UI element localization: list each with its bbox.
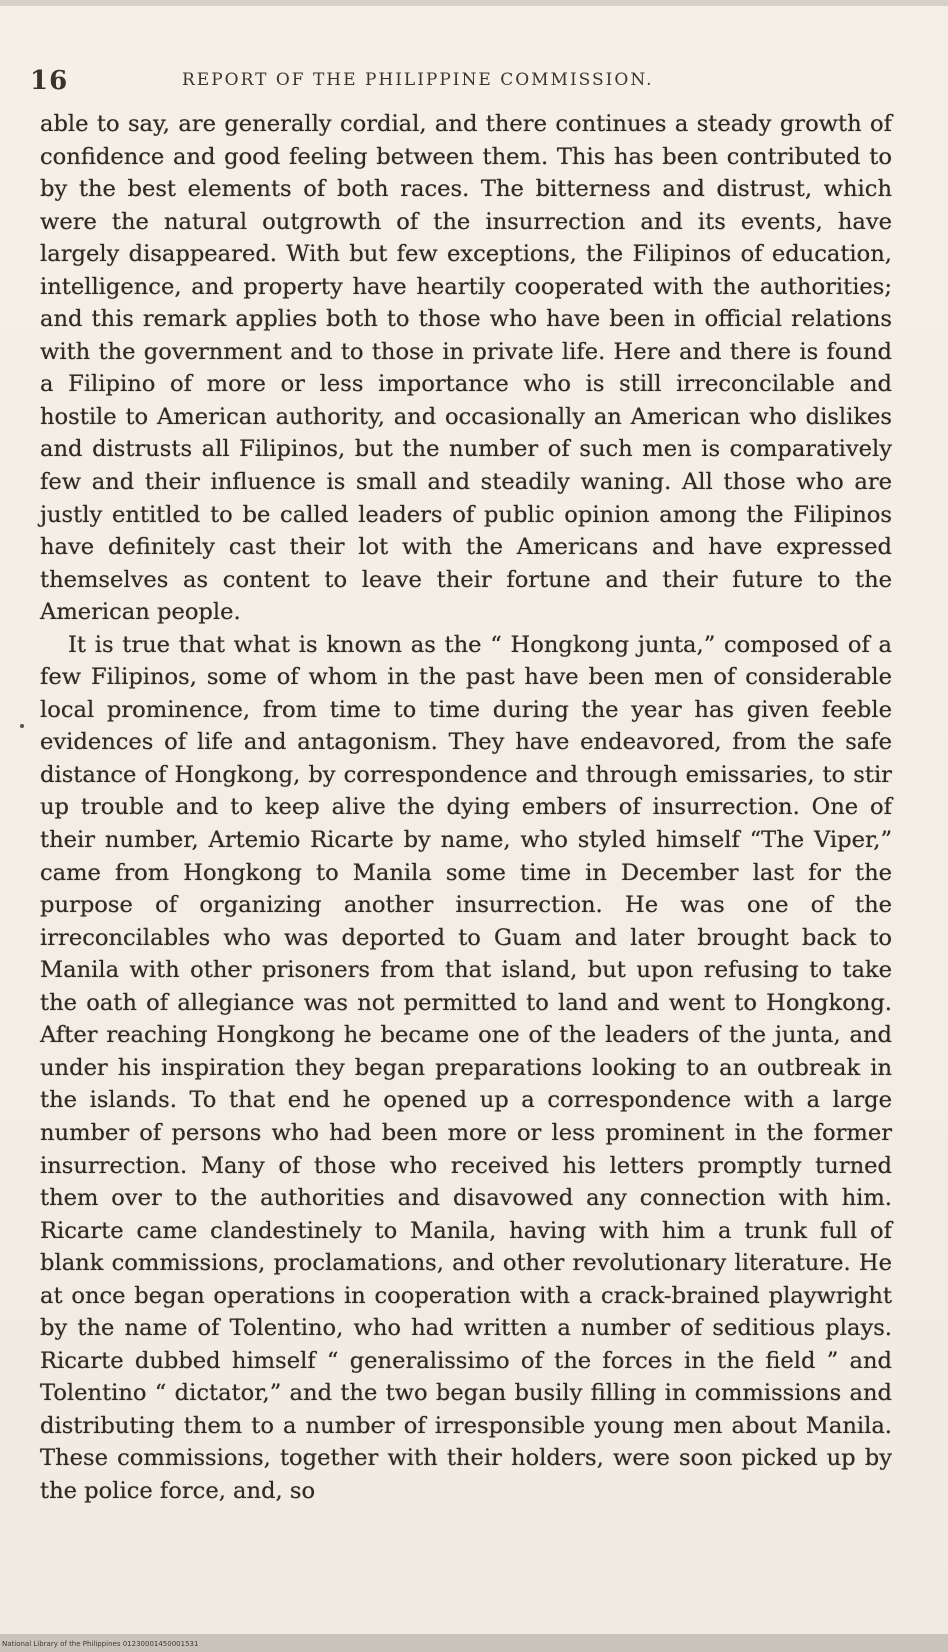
- running-head: REPORT OF THE PHILIPPINE COMMISSION.: [182, 70, 654, 90]
- archive-footer-text: National Library of the Philippines 01230001450001531: [2, 1640, 199, 1648]
- body-text: [40, 108, 892, 1508]
- page-number: 16: [30, 66, 69, 96]
- archive-footer: [0, 1634, 948, 1652]
- page-header: [30, 66, 900, 96]
- paragraph-1: able to say, are generally cordial, and there continues a steady growth of confidence and good feeling between them. This has been contributed to by the best elements of both races. The bitterness and distrust, which were the natural outgrowth of the insurrection and its events, have largely disappeared. With but few exceptions, the Filipinos of education, intelligence, and property have heartily cooperated with the authorities; and this remark applies both to those who have been in official relations with the government and to those in private life. Here and there is found a Filipino of more or less importance who is still irreconcilable and hostile to American authority, and occasionally an American who dislikes and distrusts all Filipinos, but the number of such men is comparatively few and their influence is small and steadily waning. All those who are justly entitled to be called leaders of public opinion among the Filipinos have definitely cast their lot with the Americans and have expressed themselves as content to leave their fortune and their future to the American people.: [40, 111, 892, 626]
- top-edge: [0, 0, 948, 6]
- margin-dot: [20, 724, 24, 728]
- paragraph-2: It is true that what is known as the “ Hongkong junta,” composed of a few Filipinos, some of whom in the past have been men of considerable local prominence, from time to time during the year has given feeble evidences of life and antagonism. They have endeavored, from the safe distance of Hongkong, by correspondence and through emissaries, to stir up trouble and to keep alive the dying embers of insurrection. One of their number, Artemio Ricarte by name, who styled himself “The Viper,” came from Hongkong to Manila some time in December last for the purpose of organizing another insurrection. He was one of the irreconcilables who was deported to Guam and later brought back to Manila with other prisoners from that island, but upon refusing to take the oath of allegiance was not permitted to land and went to Hongkong. After reaching Hongkong he became one of the leaders of the junta, and under his inspiration they began preparations looking to an outbreak in the islands. To that end he opened up a correspondence with a large number of persons who had been more or less prominent in the former insurrection. Many of those who received his letters promptly turned them over to the authorities and disavowed any connection with him. Ricarte came clandestinely to Manila, having with him a trunk full of blank commissions, proclamations, and other revolutionary literature. He at once began operations in cooperation with a crack-brained playwright by the name of Tolentino, who had written a number of seditious plays. Ricarte dubbed himself “ generalissimo of the forces in the field ” and Tolentino “ dictator,” and the two began busily filling in commissions and distributing them to a number of irresponsible young men about Manila. These commissions, together with their holders, were soon picked up by the police force, and, so: [40, 631, 892, 1504]
